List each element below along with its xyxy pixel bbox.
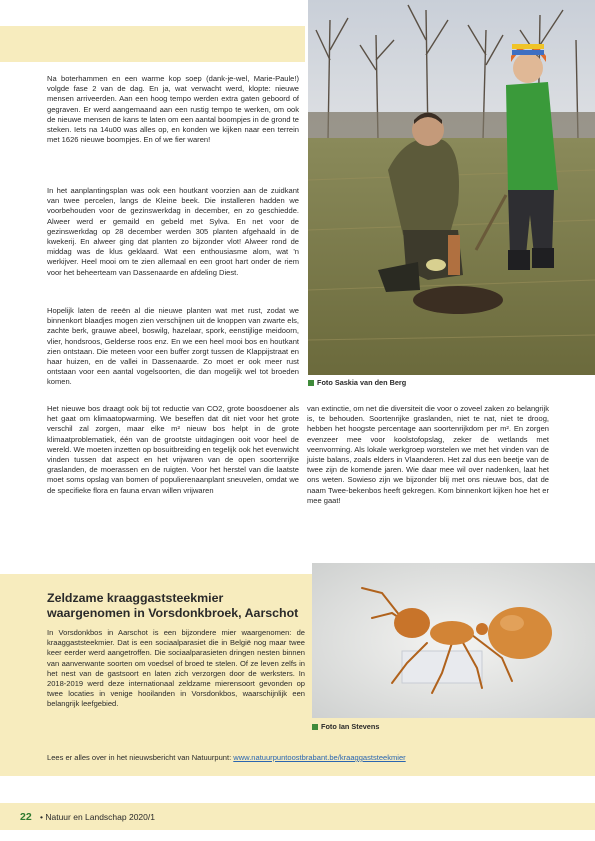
- article-paragraph-4: Het nieuwe bos draagt ook bij tot reductie van CO2, grote boosdoener als het gaat om klimaatopwarming. We beseffen dat dit niet voor het grote verschil zal zorgen, maar elke m² nieuw bos helpt in de grote klimaatproblematiek, één van de grootste uitdagingen ooit voor heel de wereld. We moeten inzetten op bosuitbreiding en tegelijk ook het evenwicht vinden tussen dat aspect en het vrijwaren van de open soortenrijke graslanden, de moerassen en de ruigten. Voor het herstel van die laatste moet soms opslag van bomen of populierenaanplant sneuvelen, omdat we de specifieke flora en fauna ervan willen vrijwaren: [47, 404, 299, 495]
- ant-photo: [312, 563, 595, 718]
- caption-text: Foto Ian Stevens: [321, 722, 380, 731]
- photo-caption-ant: [312, 722, 379, 731]
- read-more-line: [47, 753, 406, 763]
- page-number: 22: [20, 811, 32, 823]
- photo-caption-top: [308, 378, 406, 387]
- page-footer: [0, 803, 595, 830]
- read-more-link[interactable]: www.natuurpuntoostbrabant.be/kraaggaststeekmier: [233, 753, 406, 762]
- publication-name: • Natuur en Landschap 2020/1: [40, 812, 155, 822]
- caption-text: Foto Saskia van den Berg: [317, 378, 407, 387]
- article-paragraph-3: Hopelijk laten de reeën al die nieuwe planten wat met rust, zodat we binnenkort blaadjes mogen zien verschijnen uit de knoppen van zwarte els, zachte berk, grauwe abeel, boswilg, hazelaar, spork, eenstijlige meidoorn, vlier, hondsroos, Gelderse roos enz. En we een heel mooi bos en houtkant zien ontstaan. Die meteen voor een buffer zorgt tussen de Klappijstraat en haar huizen, en de vallei in Dassenaarde. Zo moet er ook meer rust ontstaan voor een aantal vogelsoorten, die dan mogelijk wel tot broeden komen.: [47, 306, 299, 387]
- caption-marker: [308, 380, 314, 386]
- caption-marker: [312, 724, 318, 730]
- article-paragraph-right: van extinctie, om net die diversiteit die voor o zoveel zaken zo belangrijk is, te behouden. Soortenrijke graslanden, niet te nat, niet te droog, hebben het hoogste percentage aan soortenrijkdom per m². En zorgen evenzeer mee voor koolstofopslag, zeker de wetlands met veenvorming. Als lokale werkgroep worstelen we met het vinden van de juiste balans, zoals elders in Vlaanderen. Het zal dus een beetje van de twee zijn de komende jaren. Wie daar mee wil over nadenken, laat het ons weten. Sowieso zijn we bijzonder blij met ons nieuwe bos, dat de naam Twee-bekenbos heeft gekregen. Kom binnenkort kijken hoe het er mee gaat!: [307, 404, 549, 505]
- info-box-body: In Vorsdonkbos in Aarschot is een bijzondere mier waargenomen: de kraaggaststeekmier. Dat is een sociaalparasiet die in België nog maar twee keer eerder werd aangetroffen. Die sociaalparasieten dringen nesten binnen van aanverwante soorten om voedsel of broed te stelen. Of ze leven zelfs in het nest van de gastsoort en laten zich verzorgen door de werksters. In 2018-2019 werd deze internationaal zeldzame mierensoort gevonden op twee locaties in venige hooilanden in Vorsdonkbos, waarschijnlijk een belangrijk leefgebied.: [47, 628, 305, 709]
- header-band: [0, 26, 305, 62]
- planting-photo: [308, 0, 595, 375]
- article-paragraph-2: In het aanplantingsplan was ook een houtkant voorzien aan de zuidkant van twee percelen, langs de Kleine beek. Die installeren hadden we voorbehouden voor de gezinswerkdag in december, en zo geschiedde. Alweer werd er gemaild en gebeld met Sylva. En net voor de gezinswerkdag op 28 december werden 305 planten afgehaald in de kwekerij. En alweer ging dat planten zo bijzonder vlot! Alweer rond de middag was de klus geklaard. Wat een enthousiasme alom, wat 'n werkijver. Heel mooi om te zien allemaal en een groot hart onder de riem voor het beheerteam van Dassenaarde en afdeling Diest.: [47, 186, 299, 277]
- info-box-title: Zeldzame kraaggaststeekmier waargenomen in Vorsdonkbroek, Aarschot: [47, 591, 299, 620]
- article-paragraph-1: Na boterhammen en een warme kop soep (dank-je-wel, Marie-Paule!) volgde fase 2 van de dag. En ja, wat verwacht werd, klopte: nieuwe mensen arriveerden. Aan een hoog tempo werden extra gaten geboord of gegraven. Er werd aangemaand aan een rustig tempo te werken, om ook de nieuwe mensen de kans te laten om een aantal boompjes in de grond te steken. Iets na 14u00 was alles op, en konden we kijken naar een terrein met 1626 nieuwe boompjes. En of we fier waren!: [47, 74, 299, 145]
- read-more-text: Lees er alles over in het nieuwsbericht van Natuurpunt:: [47, 753, 234, 762]
